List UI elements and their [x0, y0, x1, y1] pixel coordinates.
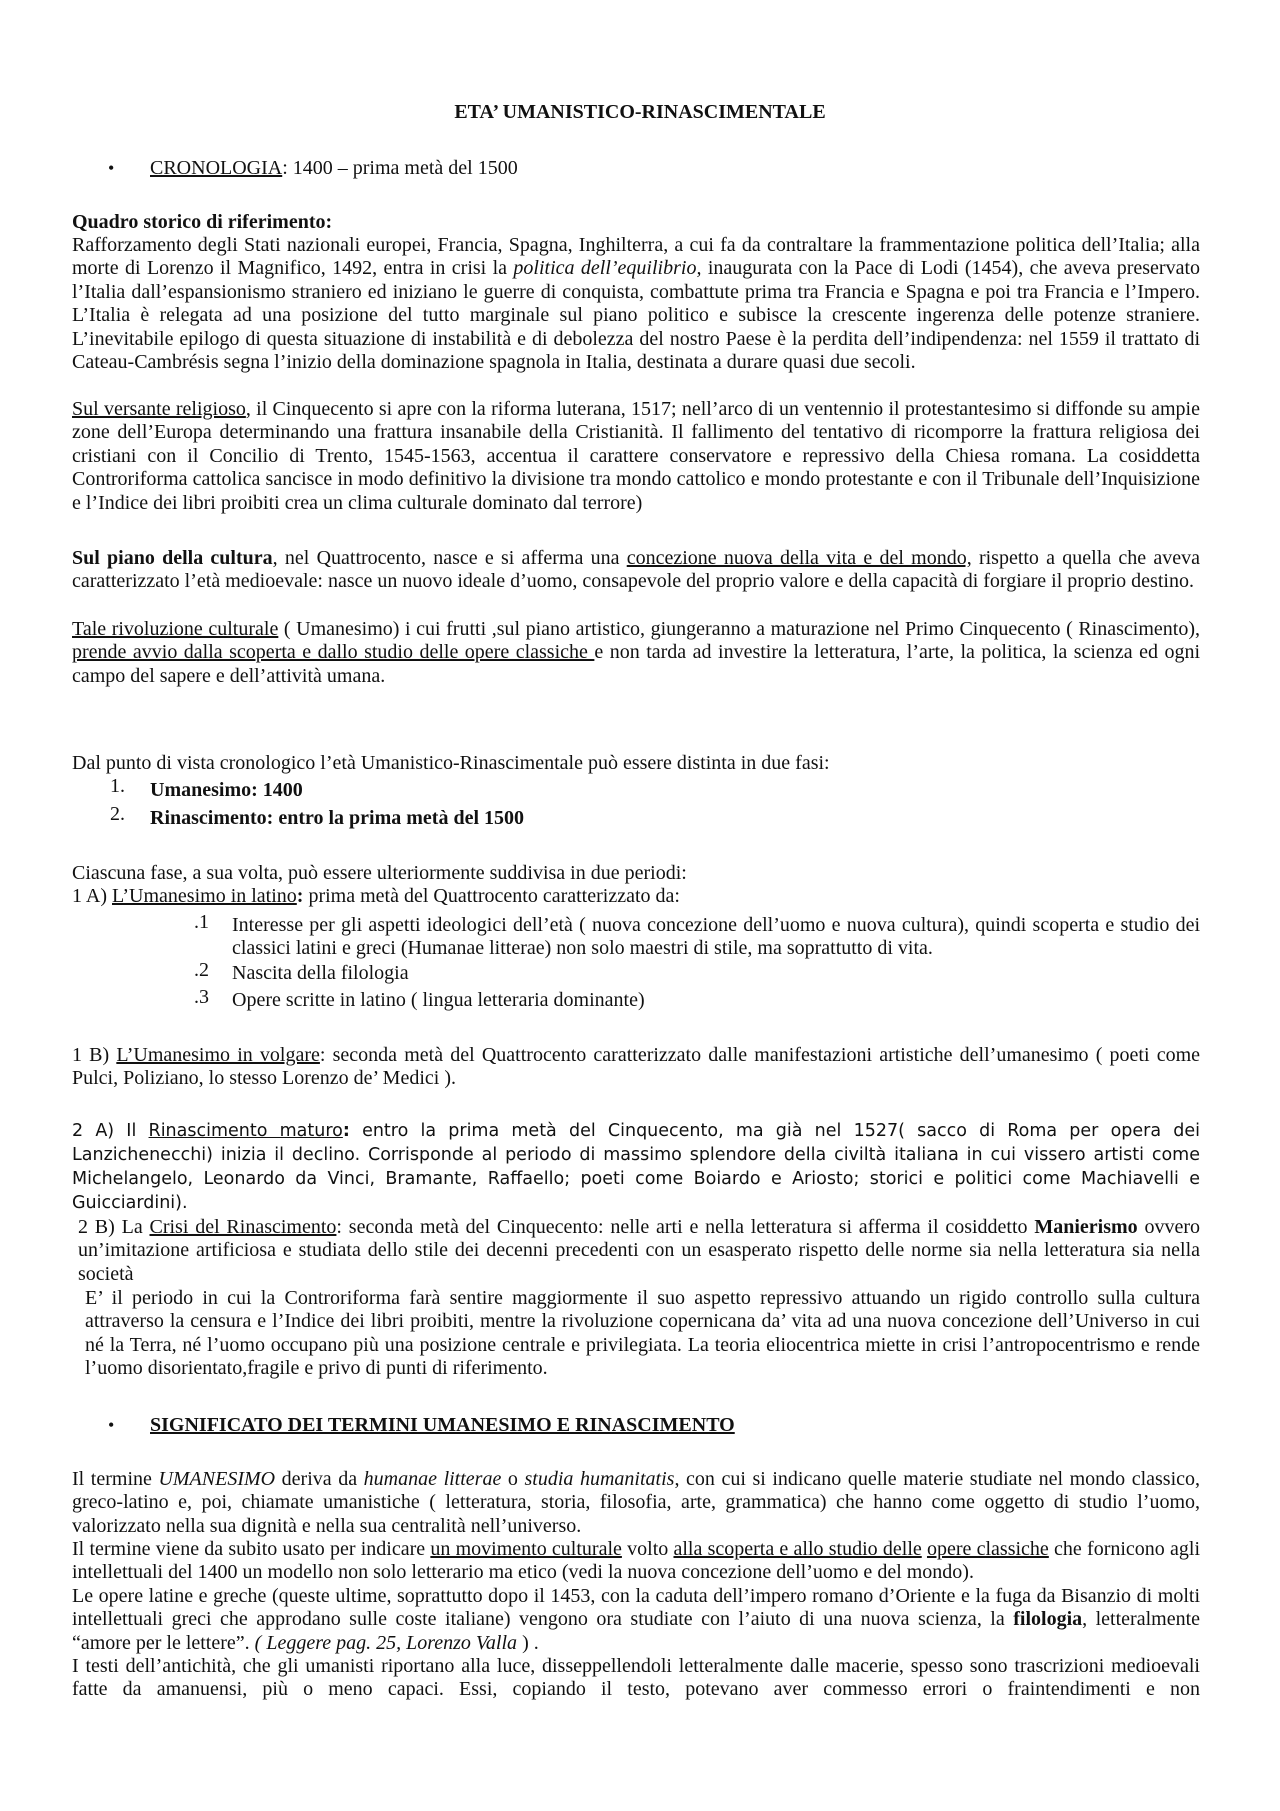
subitem-3-text: Opere scritte in latino ( lingua letteraria dominante): [232, 989, 645, 1011]
periodi-intro: Ciascuna fase, a sua volta, può essere ulteriormente suddivisa in due periodi:: [72, 862, 687, 884]
sig-p1-b: deriva da: [275, 1468, 364, 1490]
sig-p2-underlined-3: opere classiche: [926, 1538, 1049, 1560]
sig-p3-b: , letteralmente “amore per le lettere”.: [72, 1608, 1200, 1654]
bullet-icon: •: [108, 158, 115, 178]
fase-1-number: 1.: [110, 775, 125, 797]
periodo-1a-line: [72, 885, 1200, 908]
sig-p2-d: che fornicono agli intellettuali del 1400 un modello non solo letterario ma etico (vedi la nuova concezione dell’uomo e del mondo).: [72, 1538, 1201, 1584]
significato-heading: SIGNIFICATO DEI TERMINI UMANESIMO E RINASCIMENTO: [150, 1414, 735, 1436]
cronologia-line: [150, 157, 1050, 180]
sig-p3-a: Le opere latine e greche (queste ultime, soprattutto dopo il 1453, con la caduta dell’impero romano d’Oriente e la fuga da Bisanzio di molti intellettuali greci che approdano sulle coste italiane) vengono ora studiate con l’aiuto di una nuova scienza, la: [72, 1585, 1200, 1631]
cultura-paragraph-1: [72, 547, 1200, 594]
quadro-paragraph-2: [72, 398, 1200, 515]
sig-p1-c: o: [501, 1468, 525, 1490]
periodo-1b-rest: : seconda metà del Quattrocento caratterizzato dalle manifestazioni artistiche dell’umanesimo ( poeti come Pulci, Poliziano, lo stesso Lorenzo de’ Medici ).: [72, 1044, 1201, 1090]
cronologia-label: CRONOLOGIA: [150, 157, 283, 179]
cultura-p2-a: ( Umanesimo) i cui frutti ,sul piano artistico, giungeranno a maturazione nel Primo Cinquecento ( Rinascimento),: [278, 618, 1200, 640]
cultura-p1-bold: Sul piano della cultura: [72, 547, 273, 569]
significato-paragraph-4: I testi dell’antichità, che gli umanisti riportano alla luce, disseppellendoli letteralmente dalle macerie, spesso sono trascrizioni medioevali fatte da amanuensi, più o meno capaci. Essi, copiando il testo, potevano aver commesso errori o fraintendimenti e non: [72, 1655, 1200, 1701]
significato-paragraph-2: [72, 1538, 1200, 1585]
subitem-2-number: .2: [194, 959, 209, 981]
periodo-1b-title: L’Umanesimo in volgare: [116, 1044, 320, 1066]
periodo-2a-rest: entro la prima metà del Cinquecento, ma già nel 1527( sacco di Roma per opera dei Lanzichenecchi) inizia il declino. Corrisponde al periodo di massimo splendore della civiltà italiana in cui vissero artisti come Michelangelo, Leonardo da Vinci, Bramante, Raffaello; poeti come Boiardo e Ariosto; storici e politici come Machiavelli e Guicciardini).: [72, 1121, 1200, 1213]
periodo-1a-prefix: 1 A): [72, 885, 112, 907]
sig-p2-underlined-2: alla scoperta e allo studio delle: [673, 1538, 922, 1560]
sig-p3-bold: filologia: [1013, 1608, 1083, 1631]
periodo-2b-title: Crisi del Rinascimento: [149, 1216, 337, 1238]
subitem-2-text: Nascita della filologia: [232, 962, 409, 984]
quadro-p1-a: Rafforzamento degli Stati nazionali europei, Francia, Spagna, Inghilterra, a cui fa da contraltare la frammentazione politica dell’Italia; alla morte di Lorenzo il Magnifico, 1492, entra in crisi la: [72, 234, 1200, 280]
periodo-1b-paragraph: [72, 1044, 1200, 1091]
fasi-intro: Dal punto di vista cronologico l’età Umanistico-Rinascimentale può essere distinta in due fasi:: [72, 752, 830, 774]
bullet-icon: •: [108, 1415, 115, 1435]
sig-p1-em1: UMANESIMO: [158, 1468, 276, 1490]
cultura-p1-a: , nel Quattrocento, nasce e si afferma una: [272, 547, 627, 569]
sig-p1-d: , con cui si indicano quelle materie studiate nel mondo classico, greco-latino e, poi, chiamate umanistiche ( letteratura, storia, filosofia, arte, grammatica) che hanno come oggetto di studio l’uomo, valorizzato nella sua dignità e nella sua centralità nell’universo.: [72, 1468, 1201, 1537]
periodo-2b-bold: Manierismo: [1034, 1216, 1138, 1238]
sig-p1-em2: humanae litterae: [363, 1468, 502, 1490]
cultura-p1-b: rispetto a quella che aveva caratterizzato l’età medioevale: nasce un nuovo ideale d’uomo, consapevole del proprio valore e della capacità di forgiare il proprio destino.: [72, 547, 1201, 593]
significato-paragraph-1: [72, 1468, 1200, 1538]
periodo-2a-paragraph: [72, 1119, 1200, 1215]
sig-p1-a: Il termine: [72, 1468, 159, 1490]
periodo-1a-title: L’Umanesimo in latino: [112, 885, 297, 907]
periodo-2b-prefix: 2 B) La: [78, 1216, 150, 1238]
sig-p3-c: ) .: [517, 1631, 539, 1654]
periodo-1b-prefix: 1 B): [72, 1044, 117, 1066]
subitem-1-number: .1: [194, 911, 209, 933]
fase-1-text: Umanesimo: 1400: [150, 779, 303, 801]
periodo-2b-rest: : seconda metà del Cinquecento: nelle arti e nella letteratura si afferma il cosiddetto: [336, 1216, 1035, 1238]
periodo-2a-title: Rinascimento maturo: [148, 1121, 343, 1141]
cronologia-text: : 1400 – prima metà del 1500: [282, 157, 518, 179]
cultura-p2-underlined: Tale rivoluzione culturale: [72, 618, 279, 640]
quadro-p2-rest: , il Cinquecento si apre con la riforma luterana, 1517; nell’arco di un ventennio il protestantesimo si diffonde su ampie zone dell’Europa determinando una frattura insanabile della Cristianità. Il fallimento del tentativo di ricomporre la frattura religiosa dei cristiani con il Concilio di Trento, 1545-1563, accentua il carattere conservatore e repressivo della Chiesa romana. La cosiddetta Controriforma cattolica sancisce in modo definitivo la divisione tra mondo cattolico e mondo protestante e con il Tribunale dell’Inquisizione e l’Indice dei libri proibiti crea un clima culturale dominato dal terrore): [72, 398, 1200, 514]
sig-p2-b: volto: [621, 1538, 674, 1560]
periodo-2b-paragraph-2: E’ il periodo in cui la Controriforma farà sentire maggiormente il suo aspetto repressivo attuando un rigido controllo sulla cultura attraverso la censura e l’Indice dei libri proibiti, mentre la rivoluzione copernicana da’ vita ad una nuova concezione dell’Universo in cui né la Terra, né l’uomo occupano più una posizione centrale e privilegiata. La teoria eliocentrica miette in crisi l’antropocentrismo e rende l’uomo disorientato,fragile e privo di punti di riferimento.: [85, 1287, 1200, 1380]
periodo-2a-prefix: 2 A) Il: [72, 1121, 149, 1141]
subitem-3-number: .3: [194, 986, 209, 1008]
quadro-p2-underlined: Sul versante religioso: [72, 398, 246, 420]
quadro-p1-b: inaugurata con la Pace di Lodi (1454), che aveva preservato l’Italia dall’espansionismo straniero ed iniziano le guerre di conquista, combattute prima tra Francia e Spagna e poi tra Francia e l’Impero. L’Italia è relegata ad una posizione del tutto marginale sul piano politico e subisce la crescente ingerenza delle potenze straniere. L’inevitabile epilogo di questa situazione di instabilità e di debolezza del nostro Paese è la perdita dell’indipendenza: nel 1559 il trattato di Cateau-Cambrésis segna l’inizio della dominazione spagnola in Italia, destinata a durare quasi due secoli.: [72, 257, 1201, 374]
periodo-2b-rest2: ovvero un’imitazione artificiosa e studiata dello stile dei decenni precedenti con un esasperato rispetto delle norme sia nella letteratura sia nella società: [78, 1216, 1200, 1285]
periodo-2a-colon: :: [342, 1121, 350, 1141]
cultura-p2-b: e non tarda ad investire la letteratura, l’arte, la politica, la scienza ed ogni campo del sapere e dell’attività umana.: [72, 641, 1200, 687]
fase-2-text: Rinascimento: entro la prima metà del 1500: [150, 807, 525, 829]
subitem-1-text: Interesse per gli aspetti ideologici dell’età ( nuova concezione dell’uomo e nuova cultura), quindi scoperta e studio dei classici latini e greci (Humanae litterae) non solo maestri di stile, ma soprattutto di vita.: [232, 914, 1200, 960]
quadro-paragraph-1: [72, 234, 1200, 374]
sig-p1-em3: studia humanitatis: [524, 1468, 675, 1490]
sig-p2-underlined-1: un movimento culturale: [430, 1538, 622, 1560]
periodo-1a-rest: prima metà del Quattrocento caratterizzato da:: [303, 885, 680, 907]
sig-p3-em: ( Leggere pag. 25, Lorenzo Valla: [254, 1631, 518, 1654]
cultura-p1-underlined: concezione nuova della vita e del mondo,: [626, 547, 972, 569]
periodo-2b-paragraph: [78, 1216, 1200, 1286]
cultura-p2-underlined-2: prende avvio dalla scoperta e dallo studio delle opere classiche: [72, 641, 595, 664]
page-title: ETA’ UMANISTICO-RINASCIMENTALE: [454, 101, 826, 123]
significato-paragraph-3: [72, 1585, 1200, 1655]
quadro-p1-em: politica dell’equilibrio,: [513, 257, 702, 280]
periodo-1a-colon: :: [296, 885, 304, 907]
quadro-heading: Quadro storico di riferimento:: [72, 211, 333, 233]
fase-2-number: 2.: [110, 803, 125, 825]
cultura-paragraph-2: [72, 618, 1200, 688]
sig-p2-a: Il termine viene da subito usato per indicare: [72, 1538, 431, 1560]
